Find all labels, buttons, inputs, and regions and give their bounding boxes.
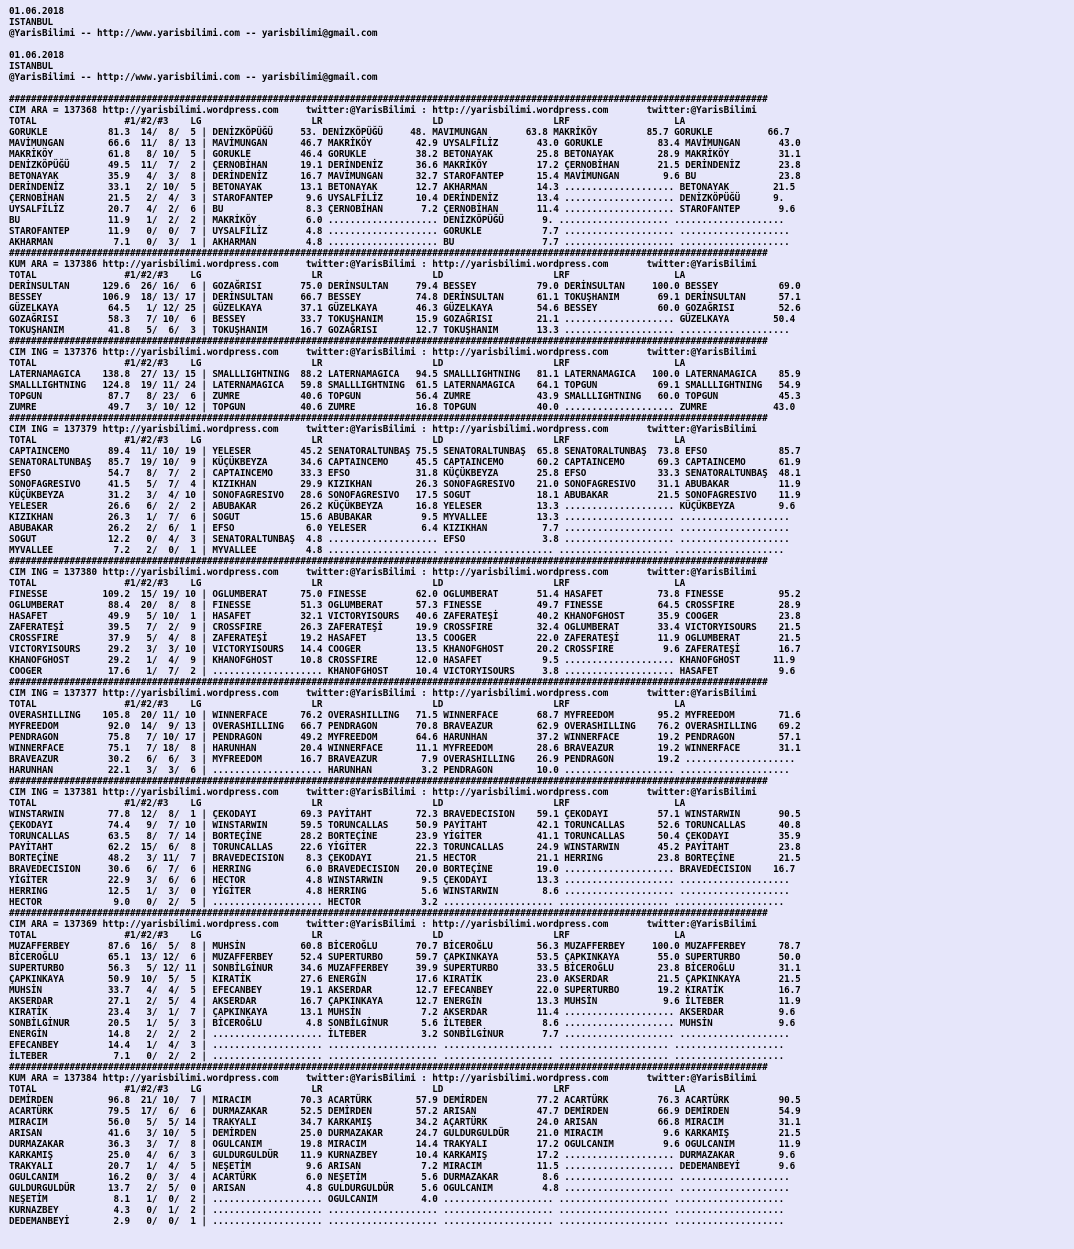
table-row: ZAFERATEŞİ 39.5 7/ 2/ 9 | CROSSFIRE 26.3 ZAFERATEŞİ 19.9 CROSSFIRE 32.4 OGLUMBERAT 33.4 VICTORYISOURS 21.5: [9, 622, 801, 633]
separator-line: ##########################################################################################################################################: [9, 336, 768, 347]
column-header-line: TOTAL #1/#2/#3 LG LR LD LRF LA: [9, 358, 686, 369]
table-row: NEŞETİM 8.1 1/ 0/ 2 | .................... OGULCANIM 4.0 .................... .................... ....................: [9, 1194, 785, 1205]
header-date: 01.06.2018: [9, 6, 64, 17]
column-header-line: TOTAL #1/#2/#3 LG LR LD LRF LA: [9, 930, 686, 941]
table-row: KÜÇÜKBEYZA 31.2 3/ 4/ 10 | SONOFAGRESIVO 28.6 SONOFAGRESIVO 17.5 SOGUT 18.1 ABUBAKAR 21.5 SONOFAGRESIVO 11.9: [9, 490, 801, 501]
table-row: BETONAYAK 35.9 4/ 3/ 8 | DERİNDENİZ 16.7 MAVİMUNGAN 32.7 STAROFANTEP 15.4 MAVİMUNGAN 9.6 BU 23.8: [9, 171, 801, 182]
table-row: ÇAPKINKAYA 50.9 10/ 5/ 5 | KIRATİK 27.6 ENERGİN 17.6 KIRATİK 23.0 AKSERDAR 21.5 ÇAPKINKAYA 21.5: [9, 974, 801, 985]
table-row: OGLUMBERAT 88.4 20/ 8/ 8 | FINESSE 51.3 OGLUMBERAT 57.3 FINESSE 49.7 FINESSE 64.5 CROSSFIRE 28.9: [9, 600, 801, 611]
header-contact: @YarisBilimi -- http://www.yarisbilimi.com -- yarisbilimi@gmail.com: [9, 72, 378, 83]
table-row: SOGUT 12.2 0/ 4/ 3 | SENATORALTUNBAŞ 4.8 .................... EFSO 3.8 .................... ....................: [9, 534, 790, 545]
race-section: [9, 556, 1074, 677]
table-row: KARKAMIŞ 25.0 4/ 6/ 3 | GULDURGULDÜR 11.9 KURNAZBEY 10.4 KARKAMIŞ 17.2 .................... DURMAZAKAR 9.6: [9, 1150, 796, 1161]
table-row: HERRING 12.5 1/ 3/ 0 | YİGİTER 4.8 HERRING 5.6 WINSTARWIN 8.6 .................... ....................: [9, 886, 790, 897]
race-title-line: CIM ARA = 137369 http://yarisbilimi.wordpress.com twitter:@YarisBilimi : http://yarisbilimi.wordpress.com twitter:@YarisBilimi: [9, 919, 757, 930]
column-header-line: TOTAL #1/#2/#3 LG LR LD LRF LA: [9, 1084, 686, 1095]
table-row: BORTEÇİNE 48.2 3/ 11/ 7 | BRAVEDECISION 8.3 ÇEKODAYI 21.5 HECTOR 21.1 HERRING 23.8 BORTEÇİNE 21.5: [9, 853, 801, 864]
table-row: SENATORALTUNBAŞ 85.7 19/ 10/ 9 | KÜÇÜKBEYZA 34.6 CAPTAINCEMO 45.5 CAPTAINCEMO 60.2 CAPTAINCEMO 69.3 CAPTAINCEMO 61.9: [9, 457, 801, 468]
table-row: DERİNSULTAN 129.6 26/ 16/ 6 | GOZAĞRISI 75.0 DERİNSULTAN 79.4 BESSEY 79.0 DERİNSULTAN 100.0 BESSEY 69.0: [9, 281, 801, 292]
table-row: SUPERTURBO 56.3 5/ 12/ 11 | SONBİLGİNUR 34.6 MUZAFFERBEY 39.9 SUPERTURBO 33.5 BİCEROĞLU 23.8 BİCEROĞLU 31.1: [9, 963, 801, 974]
race-title-line: CIM ING = 137379 http://yarisbilimi.wordpress.com twitter:@YarisBilimi : http://yarisbilimi.wordpress.com twitter:@YarisBilimi: [9, 424, 757, 435]
table-row: ZUMRE 49.7 3/ 10/ 12 | TOPGUN 40.6 ZUMRE 16.8 TOPGUN 40.0 .................... ZUMRE 43.0: [9, 402, 796, 413]
table-row: OVERASHILLING 105.8 20/ 11/ 10 | WINNERFACE 76.2 OVERASHILLING 71.5 WINNERFACE 68.7 MYFREEDOM 95.2 MYFREEDOM 71.6: [9, 710, 801, 721]
table-row: COOGER 17.6 1/ 7/ 2 | .................... KHANOFGHOST 10.4 VICTORYISOURS 3.8 .................... HASAFET 9.6: [9, 666, 796, 677]
race-sections: [9, 94, 1074, 1227]
table-row: GULDURGULDÜR 13.7 2/ 5/ 0 | ARISAN 4.8 GULDURGULDÜR 5.6 OGULCANIM 4.8 .................... ....................: [9, 1183, 790, 1194]
table-row: DERİNDENİZ 33.1 2/ 10/ 5 | BETONAYAK 13.1 BETONAYAK 12.7 AKHARMAN 14.3 .................... BETONAYAK 21.5: [9, 182, 796, 193]
table-row: İLTEBER 7.1 0/ 2/ 2 | .................... .................... .................... .................... ....................: [9, 1051, 785, 1062]
table-row: VICTORYISOURS 29.2 3/ 3/ 10 | VICTORYISOURS 14.4 COOGER 13.5 KHANOFGHOST 20.2 CROSSFIRE 9.6 ZAFERATEŞİ 16.7: [9, 644, 801, 655]
race-title-line: CIM ING = 137380 http://yarisbilimi.wordpress.com twitter:@YarisBilimi : http://yarisbilimi.wordpress.com twitter:@YarisBilimi: [9, 567, 757, 578]
header-city: ISTANBUL: [9, 17, 53, 28]
table-row: SONBİLGİNUR 20.5 1/ 5/ 3 | BİCEROĞLU 4.8 SONBİLGİNUR 5.6 İLTEBER 8.6 .................... MUHSİN 9.6: [9, 1018, 796, 1029]
column-header-line: TOTAL #1/#2/#3 LG LR LD LRF LA: [9, 578, 686, 589]
table-row: STAROFANTEP 11.9 0/ 0/ 7 | UYSALFİLİZ 4.8 .................... GORUKLE 7.7 .................... ....................: [9, 226, 790, 237]
table-row: TORUNCALLAS 63.5 8/ 7/ 14 | BORTEÇİNE 28.2 BORTEÇİNE 23.9 YİGİTER 41.1 TORUNCALLAS 50.4 ÇEKODAYI 35.9: [9, 831, 801, 842]
race-section: [9, 248, 1074, 336]
table-row: AKSERDAR 27.1 2/ 5/ 4 | AKSERDAR 16.7 ÇAPKINKAYA 12.7 ENERGİN 13.3 MUHSİN 9.6 İLTEBER 11.9: [9, 996, 801, 1007]
table-row: YİGİTER 22.9 3/ 6/ 6 | HECTOR 4.8 WINSTARWIN 9.5 ÇEKODAYI 13.3 .................... ....................: [9, 875, 790, 886]
race-title-line: KUM ARA = 137386 http://yarisbilimi.wordpress.com twitter:@YarisBilimi : http://yarisbilimi.wordpress.com twitter:@YarisBilimi: [9, 259, 757, 270]
table-row: MUHSİN 33.7 4/ 4/ 5 | EFECANBEY 19.1 AKSERDAR 12.7 EFECANBEY 22.0 SUPERTURBO 19.2 KIRATİK 16.7: [9, 985, 801, 996]
table-row: EFSO 54.7 8/ 7/ 2 | CAPTAINCEMO 33.3 EFSO 31.8 KÜÇÜKBEYZA 25.8 EFSO 33.3 SENATORALTUNBAŞ 48.1: [9, 468, 801, 479]
separator-line: ##########################################################################################################################################: [9, 94, 768, 105]
table-row: KHANOFGHOST 29.2 1/ 4/ 9 | KHANOFGHOST 10.8 CROSSFIRE 12.0 HASAFET 9.5 .................... KHANOFGHOST 11.9: [9, 655, 796, 666]
separator-line: ##########################################################################################################################################: [9, 677, 768, 688]
table-row: SMALLLIGHTNING 124.8 19/ 11/ 24 | LATERNAMAGICA 59.8 SMALLLIGHTNING 61.5 LATERNAMAGICA 64.1 TOPGUN 69.1 SMALLLIGHTNING 54.9: [9, 380, 801, 391]
column-header-line: TOTAL #1/#2/#3 LG LR LD LRF LA: [9, 270, 686, 281]
column-header-line: TOTAL #1/#2/#3 LG LR LD LRF LA: [9, 798, 686, 809]
column-header-line: TOTAL #1/#2/#3 LG LR LD LRF LA: [9, 435, 686, 446]
race-title-line: CIM ARA = 137368 http://yarisbilimi.wordpress.com twitter:@YarisBilimi : http://yarisbilimi.wordpress.com twitter:@YarisBilimi: [9, 105, 757, 116]
table-row: DENİZKÖPÜĞÜ 49.5 11/ 7/ 2 | ÇERNOBİHAN 19.1 DERİNDENİZ 36.6 MAKRİKÖY 17.2 ÇERNOBİHAN 21.5 DERİNDENİZ 23.8: [9, 160, 801, 171]
table-row: FINESSE 109.2 15/ 19/ 10 | OGLUMBERAT 75.0 FINESSE 62.0 OGLUMBERAT 51.4 HASAFET 73.8 FINESSE 95.2: [9, 589, 801, 600]
table-row: UYSALFİLİZ 20.7 4/ 2/ 6 | BU 8.3 ÇERNOBİHAN 7.2 ÇERNOBİHAN 11.4 .................... STAROFANTEP 9.6: [9, 204, 796, 215]
table-row: DEDEMANBEYİ 2.9 0/ 0/ 1 | .................... .................... .................... .................... ....................: [9, 1216, 785, 1227]
table-row: ÇERNOBİHAN 21.5 2/ 4/ 3 | STAROFANTEP 9.6 UYSALFİLİZ 10.4 DERİNDENİZ 13.4 .................... DENİZKÖPÜĞÜ 9.: [9, 193, 785, 204]
table-row: MIRACIM 56.0 5/ 5/ 14 | TRAKYALI 34.7 KARKAMIŞ 34.2 AÇARTÜRK 24.0 ARISAN 66.8 MIRACIM 31.1: [9, 1117, 801, 1128]
table-row: ARISAN 41.6 3/ 10/ 5 | DEMİRDEN 25.0 DURMAZAKAR 24.7 GULDURGULDÜR 21.0 MIRACIM 9.6 KARKAMIŞ 21.5: [9, 1128, 801, 1139]
table-row: PAYİTAHT 62.2 15/ 6/ 8 | TORUNCALLAS 22.6 YİGİTER 22.3 TORUNCALLAS 24.9 WINSTARWIN 45.2 PAYİTAHT 23.8: [9, 842, 801, 853]
table-row: OGULCANIM 16.2 0/ 3/ 4 | ACARTÜRK 6.0 NEŞETİM 5.6 DURMAZAKAR 8.6 .................... ....................: [9, 1172, 790, 1183]
race-section: [9, 776, 1074, 908]
table-row: BESSEY 106.9 18/ 13/ 17 | DERİNSULTAN 66.7 BESSEY 74.8 DERİNSULTAN 61.1 TOKUŞHANIM 69.1 DERİNSULTAN 57.1: [9, 292, 801, 303]
table-row: ENERGİN 14.8 2/ 2/ 2 | .................... İLTEBER 3.2 SONBİLGİNUR 7.7 .................... ....................: [9, 1029, 790, 1040]
table-row: TRAKYALI 20.7 1/ 4/ 5 | NEŞETİM 9.6 ARISAN 7.2 MIRACIM 11.5 .................... DEDEMANBEYİ 9.6: [9, 1161, 796, 1172]
separator-line: ##########################################################################################################################################: [9, 413, 768, 424]
table-row: BRAVEDECISION 30.6 6/ 7/ 6 | HERRING 6.0 BRAVEDECISION 20.0 BORTEÇİNE 19.0 .................... BRAVEDECISION 16.7: [9, 864, 796, 875]
race-section: [9, 677, 1074, 776]
table-row: DURMAZAKAR 36.3 3/ 7/ 8 | OGULCANIM 19.8 MIRACIM 14.4 TRAKYALI 17.2 OGULCANIM 9.6 OGULCANIM 11.9: [9, 1139, 801, 1150]
table-row: SONOFAGRESIVO 41.5 5/ 7/ 4 | KIZIKHAN 29.9 KIZIKHAN 26.3 SONOFAGRESIVO 21.0 SONOFAGRESIVO 31.1 ABUBAKAR 11.9: [9, 479, 801, 490]
separator-line: ##########################################################################################################################################: [9, 248, 768, 259]
table-row: LATERNAMAGICA 138.8 27/ 13/ 15 | SMALLLIGHTNING 88.2 LATERNAMAGICA 94.5 SMALLLIGHTNING 81.1 LATERNAMAGICA 100.0 LATERNAMAGICA 85.9: [9, 369, 801, 380]
column-header-line: TOTAL #1/#2/#3 LG LR LD LRF LA: [9, 699, 686, 710]
race-section: [9, 336, 1074, 413]
header-contact: @YarisBilimi -- http://www.yarisbilimi.com -- yarisbilimi@gmail.com: [9, 28, 378, 39]
table-row: PENDRAGON 75.8 7/ 10/ 17 | PENDRAGON 49.2 MYFREEDOM 64.6 HARUNHAN 37.2 WINNERFACE 19.2 PENDRAGON 57.1: [9, 732, 801, 743]
race-section: [9, 413, 1074, 556]
race-title-line: CIM ING = 137381 http://yarisbilimi.wordpress.com twitter:@YarisBilimi : http://yarisbilimi.wordpress.com twitter:@YarisBilimi: [9, 787, 757, 798]
table-row: BİCEROĞLU 65.1 13/ 12/ 6 | MUZAFFERBEY 52.4 SUPERTURBO 59.7 ÇAPKINKAYA 53.5 ÇAPKINKAYA 55.0 SUPERTURBO 50.0: [9, 952, 801, 963]
table-row: WINNERFACE 75.1 7/ 18/ 8 | HARUNHAN 20.4 WINNERFACE 11.1 MYFREEDOM 28.6 BRAVEAZUR 19.2 WINNERFACE 31.1: [9, 743, 801, 754]
table-row: MAKRİKÖY 61.8 8/ 10/ 5 | GORUKLE 46.4 GORUKLE 38.2 BETONAYAK 25.8 BETONAYAK 28.9 MAKRİKÖY 31.1: [9, 149, 801, 160]
column-header-line: TOTAL #1/#2/#3 LG LR LD LRF LA: [9, 116, 686, 127]
race-section: [9, 94, 1074, 248]
table-row: MUZAFFERBEY 87.6 16/ 5/ 8 | MUHSİN 60.8 BİCEROĞLU 70.7 BİCEROĞLU 56.3 MUZAFFERBEY 100.0 MUZAFFERBEY 78.7: [9, 941, 801, 952]
table-row: CROSSFIRE 37.9 5/ 4/ 8 | ZAFERATEŞİ 19.2 HASAFET 13.5 COOGER 22.0 ZAFERATEŞİ 11.9 OGLUMBERAT 21.5: [9, 633, 801, 644]
table-row: HASAFET 49.9 5/ 10/ 1 | HASAFET 32.1 VICTORYISOURS 40.6 ZAFERATEŞİ 40.2 KHANOFGHOST 35.9 COOGER 23.8: [9, 611, 801, 622]
table-row: MYFREEDOM 92.0 14/ 9/ 13 | OVERASHILLING 66.7 PENDRAGON 70.8 BRAVEAZUR 62.9 OVERASHILLING 76.2 OVERASHILLING 69.2: [9, 721, 801, 732]
table-row: BU 11.9 1/ 2/ 2 | MAKRİKÖY 6.0 .................... DENİZKÖPÜĞÜ 9. .................... ....................: [9, 215, 785, 226]
table-row: KIRATİK 23.4 3/ 1/ 7 | ÇAPKINKAYA 13.1 MUHSİN 7.2 AKSERDAR 11.4 .................... AKSERDAR 9.6: [9, 1007, 796, 1018]
table-row: TOKUŞHANIM 41.8 5/ 6/ 3 | TOKUŞHANIM 16.7 GOZAĞRISI 12.7 TOKUŞHANIM 13.3 .................... ....................: [9, 325, 790, 336]
separator-line: ##########################################################################################################################################: [9, 908, 768, 919]
header-date: 01.06.2018: [9, 50, 64, 61]
table-row: GORUKLE 81.3 14/ 8/ 5 | DENİZKÖPÜĞÜ 53. DENİZKÖPÜĞÜ 48. MAVIMUNGAN 63.8 MAKRİKÖY 85.7 GORUKLE 66.7: [9, 127, 790, 138]
table-row: AKHARMAN 7.1 0/ 3/ 1 | AKHARMAN 4.8 .................... BU 7.7 .................... ....................: [9, 237, 790, 248]
table-row: EFECANBEY 14.4 1/ 4/ 3 | .................... .................... .................... .................... ....................: [9, 1040, 785, 1051]
table-row: YELESER 26.6 6/ 2/ 2 | ABUBAKAR 26.2 KÜÇÜKBEYZA 16.8 YELESER 13.3 .................... KÜÇÜKBEYZA 9.6: [9, 501, 796, 512]
table-row: TOPGUN 87.7 8/ 23/ 6 | ZUMRE 40.6 TOPGUN 56.4 ZUMRE 43.9 SMALLLIGHTNING 60.0 TOPGUN 45.3: [9, 391, 801, 402]
header-city: ISTANBUL: [9, 61, 53, 72]
race-section: [9, 908, 1074, 1062]
race-title-line: CIM ING = 137376 http://yarisbilimi.wordpress.com twitter:@YarisBilimi : http://yarisbilimi.wordpress.com twitter:@YarisBilimi: [9, 347, 757, 358]
table-row: BRAVEAZUR 30.2 6/ 6/ 3 | MYFREEDOM 16.7 BRAVEAZUR 7.9 OVERASHILLING 26.9 PENDRAGON 19.2 ....................: [9, 754, 796, 765]
race-section: [9, 1062, 1074, 1227]
table-row: KIZIKHAN 26.3 1/ 7/ 6 | SOGUT 15.6 ABUBAKAR 9.5 MYVALLEE 13.3 .................... ....................: [9, 512, 790, 523]
table-row: DEMİRDEN 96.8 21/ 10/ 7 | MIRACIM 70.3 ACARTÜRK 57.9 DEMİRDEN 77.2 ACARTÜRK 76.3 ACARTÜRK 90.5: [9, 1095, 801, 1106]
table-row: CAPTAINCEMO 89.4 11/ 10/ 19 | YELESER 45.2 SENATORALTUNBAŞ 75.5 SENATORALTUNBAŞ 65.8 SENATORALTUNBAŞ 73.8 EFSO 85.7: [9, 446, 801, 457]
table-row: HECTOR 9.0 0/ 2/ 5 | .................... HECTOR 3.2 .................... .................... ....................: [9, 897, 785, 908]
table-row: GÜZELKAYA 64.5 1/ 12/ 25 | GÜZELKAYA 37.1 GÜZELKAYA 46.3 GÜZELKAYA 54.6 BESSEY 60.0 GOZAĞRISI 52.6: [9, 303, 801, 314]
separator-line: ##########################################################################################################################################: [9, 1062, 768, 1073]
header-block-1: [9, 6, 1074, 39]
table-row: ABUBAKAR 26.2 2/ 6/ 1 | EFSO 6.0 YELESER 6.4 KIZIKHAN 7.7 .................... ....................: [9, 523, 790, 534]
separator-line: ##########################################################################################################################################: [9, 776, 768, 787]
separator-line: ##########################################################################################################################################: [9, 556, 768, 567]
table-row: ÇEKODAYI 74.4 9/ 7/ 10 | WINSTARWIN 59.5 TORUNCALLAS 50.9 PAYİTAHT 42.1 TORUNCALLAS 52.6 TORUNCALLAS 40.8: [9, 820, 801, 831]
table-row: ACARTÜRK 79.5 17/ 6/ 6 | DURMAZAKAR 52.5 DEMİRDEN 57.2 ARISAN 47.7 DEMİRDEN 66.9 DEMİRDEN 54.9: [9, 1106, 801, 1117]
table-row: MAVİMUNGAN 66.6 11/ 8/ 13 | MAVİMUNGAN 46.7 MAKRİKÖY 42.9 UYSALFİLİZ 43.0 GORUKLE 83.4 MAVİMUNGAN 43.0: [9, 138, 801, 149]
table-row: GOZAĞRISI 58.3 7/ 10/ 6 | BESSEY 33.7 TOKUŞHANIM 15.9 GOZAĞRISI 21.1 .................... GÜZELKAYA 50.4: [9, 314, 796, 325]
table-row: WINSTARWIN 77.8 12/ 8/ 1 | ÇEKODAYI 69.3 PAYİTAHT 72.3 BRAVEDECISION 59.1 ÇEKODAYI 57.1 WINSTARWIN 90.5: [9, 809, 801, 820]
table-row: HARUNHAN 22.1 3/ 3/ 6 | .................... HARUNHAN 3.2 PENDRAGON 10.0 .................... ....................: [9, 765, 790, 776]
table-row: MYVALLEE 7.2 2/ 0/ 1 | MYVALLEE 4.8 .................... .................... .................... ....................: [9, 545, 785, 556]
race-title-line: KUM ARA = 137384 http://yarisbilimi.wordpress.com twitter:@YarisBilimi : http://yarisbilimi.wordpress.com twitter:@YarisBilimi: [9, 1073, 757, 1084]
header-block-2: [9, 50, 1074, 83]
race-title-line: CIM ING = 137377 http://yarisbilimi.wordpress.com twitter:@YarisBilimi : http://yarisbilimi.wordpress.com twitter:@YarisBilimi: [9, 688, 757, 699]
table-row: KURNAZBEY 4.3 0/ 1/ 2 | .................... .................... .................... .................... ....................: [9, 1205, 785, 1216]
